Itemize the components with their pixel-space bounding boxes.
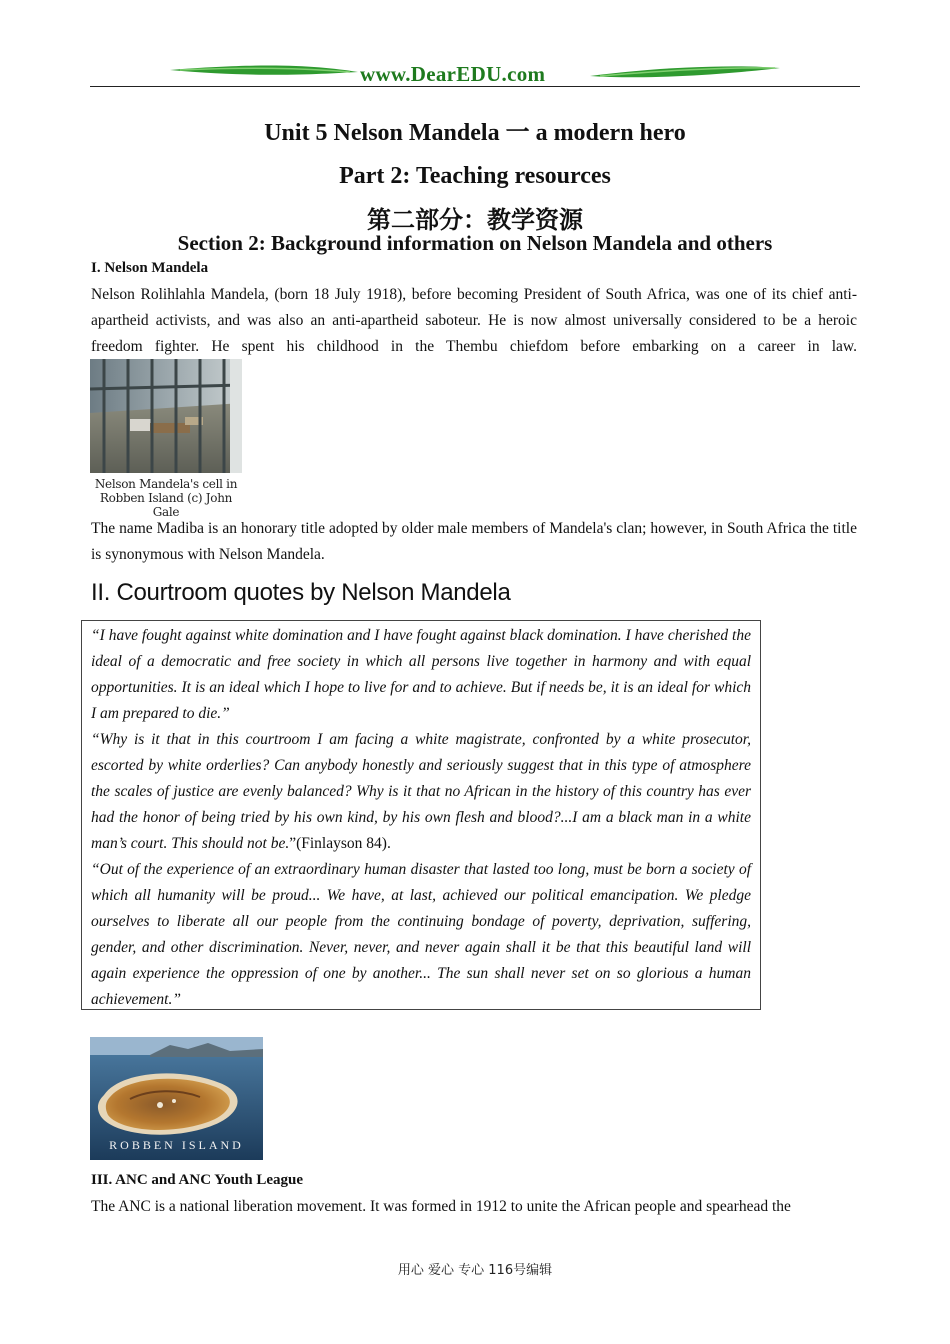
section1-paragraph1: Nelson Rolihlahla Mandela, (born 18 July 1918), before becoming President of South Africa, was one of its chief anti-apartheid activists, and was also an anti-apartheid saboteur. He is now almost universally considered to be a heroic freedom fighter. He spent his childhood in the Thembu chiefdom before embarking on a career in law. [91,286,857,355]
cell-photo-caption [88,477,244,519]
site-logo-text[interactable]: www.DearEDU.com [360,62,546,86]
quote-2-text: “Why is it that in this courtroom I am facing a white magistrate, confronted by a white prosecutor, escorted by white orderlies? Can anybody honestly and seriously suggest that in this type of atmosphere the scales of justice are evenly balanced? Why is it that no African in the history of this country has ever had the honor of being tried by his own kind, by his own flesh and blood?...I am a black man in a white man’s court. This should not be. [91,731,751,852]
section2-heading: II. Courtroom quotes by Nelson Mandela [91,579,511,606]
section1-paragraph2: The name Madiba is an honorary title adopted by older male members of Mandela's clan; however, in South Africa the title is synonymous with Nelson Mandela. [91,520,857,563]
quote-1: “I have fought against white domination and I have fought against black domination. I have cherished the ideal of a democratic and free society in which all persons live together in harmony and with equal opportunities. It is an ideal which I hope to live for and to achieve. But if needs be, it is an ideal for which I am prepared to die.” [91,627,751,722]
section1-heading: I. Nelson Mandela [91,260,209,276]
quote-2 [91,727,751,857]
header-rule [90,86,860,87]
section3-heading: III. ANC and ANC Youth League [91,1172,303,1188]
quote-2-citation: ”(Finlayson 84). [289,835,391,852]
cell-caption-line1: Nelson Mandela's cell in [94,477,238,491]
cell-caption-line2: Robben Island (c) John Gale [99,491,233,519]
unit-title: Unit 5 Nelson Mandela 一 a modern hero [264,120,686,146]
mandela-cell-photo [90,359,242,473]
robben-island-label: ROBBEN ISLAND [109,1138,244,1152]
part-title: Part 2: Teaching resources [339,163,611,189]
quote-3: “Out of the experience of an extraordinary human disaster that lasted too long, must be born a society of which all humanity will be proud... We have, at last, achieved our political emancipation. We pledge ourselves to liberate all our people from the continuing bondage of poverty, deprivation, suffering, gender, and other discrimination. Never, never, and never again shall it be that this beautiful land will again experience the oppression of one by another... The sun shall never set on so glorious a human achievement.” [91,861,751,1008]
section-title: Section 2: Background information on Nelson Mandela and others [177,231,773,255]
section3-paragraph1: The ANC is a national liberation movement. It was formed in 1912 to unite the African people and spearhead the [91,1198,791,1215]
robben-island-photo [90,1037,263,1160]
page-footer: 用心 爱心 专心 116号编辑 [397,1263,553,1278]
part-title-chinese: 第二部分：教学资源 [367,206,583,234]
quotes-box [81,620,761,1010]
